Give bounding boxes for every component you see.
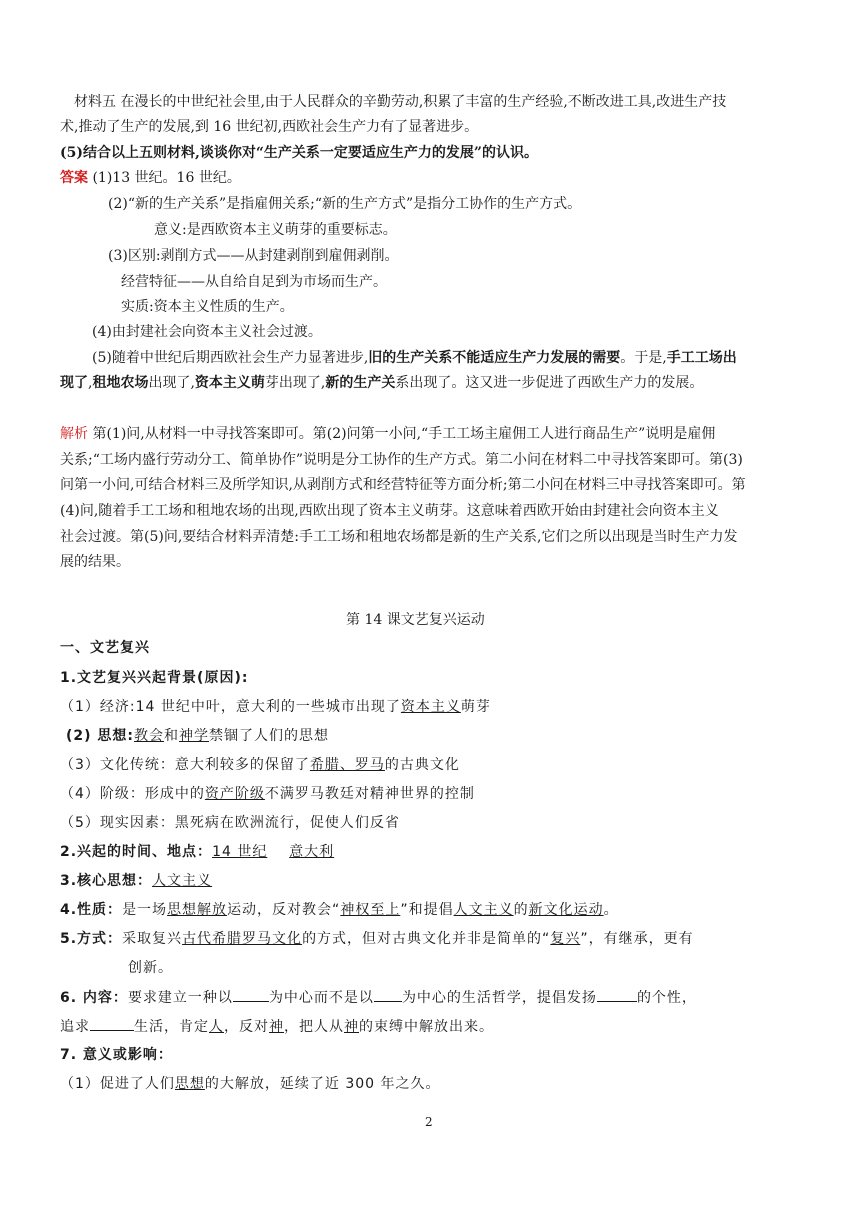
item-text: 运动，反对教会“ [227, 902, 341, 918]
item-text: 的方式，但对古典文化并非是简单的“ [302, 931, 551, 947]
item-text: ”和提倡 [400, 902, 454, 918]
key-term: 14 世纪 [212, 844, 268, 860]
subheading-method [60, 929, 694, 949]
analysis-line3: 问第一小问,可结合材料三及所学知识,从剥削方式和经营特征等方面分析;第二小问在材料三中寻找答案即可。第 [60, 477, 746, 493]
significance-item-1 [60, 1074, 441, 1094]
material5-line2: 术,推动了生产的发展,到 16 世纪初,西欧社会生产力有了显著进步。 [60, 119, 479, 135]
answer-2: (2)“新的生产关系”是指雇佣关系;“新的生产方式”是指分工协作的生产方式。 [108, 196, 582, 212]
lesson-title: 第 14 课文艺复兴运动 [346, 612, 485, 628]
item-text: 的古典文化 [384, 757, 460, 773]
answer-5-line2 [60, 373, 703, 393]
method-continued: 创新。 [128, 960, 173, 976]
answer-4: (4)由封建社会向资本主义社会过渡。 [92, 324, 322, 340]
answer-5-emphasis: 手工工场出 [666, 350, 737, 366]
answer-5-emphasis: 租地农场 [92, 375, 149, 391]
fill-in-blank[interactable] [374, 987, 402, 1002]
answer-line1 [60, 168, 241, 188]
answer-5-emphasis: 资本主义萌 [194, 375, 265, 391]
key-term: 思想 [174, 1076, 205, 1092]
section-heading-renaissance: 一、文艺复兴 [60, 640, 150, 656]
key-term: 神 [269, 1019, 284, 1035]
item-text: 的 [513, 902, 529, 918]
key-term: 新文化运动 [528, 902, 604, 918]
answer-5-text: 系出现了。这又进一步促进了西欧生产力的发展。 [395, 375, 704, 391]
answer-5-text: 芽出现了, [264, 375, 326, 391]
subheading-label: 4.性质： [60, 902, 123, 918]
key-term: 教会 [134, 728, 165, 744]
analysis-line5: 社会过渡。第(5)问,要结合材料弄清楚:手工工场和租地农场都是新的生产关系,它们之所以出现是当时生产力发 [60, 529, 738, 545]
item-text: 的束缚中解放出来。 [359, 1019, 494, 1035]
item-text: 和 [164, 728, 180, 744]
answer-3: (3)区别:剥削方式——从封建剥削到雇佣剥削。 [108, 248, 399, 264]
key-term: 神学 [179, 728, 210, 744]
item-text: 要求建立一种以 [127, 990, 233, 1006]
answer-3-essence: 实质:资本主义性质的生产。 [121, 299, 294, 315]
item-text: 的大解放，延续了近 300 年之久。 [204, 1076, 441, 1092]
subheading-label: 2.兴起的时间、地点： [60, 844, 213, 860]
item-text: （3）文化传统：意大利较多的保留了 [60, 757, 310, 773]
background-item-class [60, 784, 475, 804]
answer-1: (1)13 世纪。16 世纪。 [92, 170, 241, 186]
subheading-time-place [60, 842, 334, 862]
key-term: 人文主义 [453, 902, 514, 918]
key-term: 思想解放 [167, 902, 228, 918]
background-item-culture [60, 755, 460, 775]
key-term: 希腊、罗马 [309, 757, 385, 773]
key-term: 资本主义 [400, 699, 461, 715]
material5-text1: 在漫长的中世纪社会里,由于人民群众的辛勤劳动,积累了丰富的生产经验,不断改进工具,改进生产技 [120, 94, 727, 110]
item-text: 是一场 [122, 902, 168, 918]
subheading-label: 6. 内容： [60, 990, 128, 1006]
subheading-core-idea [60, 871, 212, 891]
answer-5-emphasis: 现了 [60, 375, 88, 391]
answer-5-text: 。于是, [620, 350, 667, 366]
item-text: 采取复兴 [122, 931, 183, 947]
content-continued [60, 1016, 494, 1037]
answer-5-line1 [92, 348, 737, 368]
analysis-line2: 关系;“工场内盛行劳动分工、简单协作”说明是分工协作的生产方式。第二小问在材料二中寻找答案即可。第(3) [60, 452, 743, 468]
item-text: 为中心而不是以 [268, 990, 374, 1006]
background-item-reality: （5）现实因素：黑死病在欧洲流行，促使人们反省 [60, 815, 400, 831]
item-text: 禁锢了人们的思想 [209, 728, 330, 744]
key-term: 资产阶级 [204, 786, 265, 802]
item-text: 不满罗马教廷对精神世界的控制 [264, 786, 475, 802]
subheading-label: 5.方式： [60, 931, 123, 947]
key-term: 复兴 [550, 931, 581, 947]
answer-2-significance: 意义:是西欧资本主义萌芽的重要标志。 [154, 222, 397, 238]
analysis-line1 [60, 424, 715, 444]
item-text: 为中心的生活哲学，提倡发扬 [401, 990, 597, 1006]
key-term: 神权至上 [340, 902, 401, 918]
subheading-label: 3.核心思想： [60, 873, 153, 889]
key-term: 古代希腊罗马文化 [182, 931, 303, 947]
subheading-nature [60, 900, 619, 920]
subheading-background: 1.文艺复兴兴起背景(原因): [60, 670, 249, 686]
key-term: 神 [344, 1019, 359, 1035]
answer-5-emphasis: 新的生产关 [325, 375, 396, 391]
item-text: （1）促进了人们 [60, 1076, 175, 1092]
item-text: 的个性， [636, 990, 697, 1006]
subheading-significance: 7. 意义或影响： [60, 1047, 173, 1063]
background-item-economy [60, 697, 491, 717]
item-text: 。 [603, 902, 619, 918]
answer-5-emphasis: 旧的生产关系不能适应生产力发展的需要 [368, 350, 621, 366]
answer-5-text: , [88, 375, 93, 391]
key-term: 人 [209, 1019, 224, 1035]
material5-label: 材料五 [74, 94, 116, 110]
item-text: 追求 [60, 1019, 90, 1035]
answer-5-text: (5)随着中世纪后期西欧社会生产力显著进步, [92, 350, 369, 366]
item-text: ”，有继承，更有 [580, 931, 694, 947]
analysis-label: 解析 [60, 426, 88, 442]
item-text: ，把人从 [284, 1019, 344, 1035]
fill-in-blank[interactable] [597, 987, 637, 1002]
subheading-content [60, 987, 697, 1008]
analysis-line4: (4)问,随着手工工场和租地农场的出现,西欧出现了资本主义萌芽。这意味着西欧开始由封建社会向资本主义 [60, 503, 719, 519]
answer-label: 答案 [60, 170, 88, 186]
answer-5-text: 出现了, [148, 375, 195, 391]
item-text: ，反对 [224, 1019, 269, 1035]
key-term: 意大利 [289, 844, 335, 860]
item-text: 生活，肯定 [134, 1019, 209, 1035]
background-item-thought [66, 726, 329, 746]
question-5: (5)结合以上五则材料,谈谈你对“生产关系一定要适应生产力的发展”的认识。 [60, 145, 538, 161]
fill-in-blank[interactable] [233, 987, 269, 1002]
analysis-line6: 展的结果。 [60, 554, 130, 570]
answer-3-feature: 经营特征——从自给自足到为市场而生产。 [121, 274, 387, 290]
material5-line1 [74, 92, 726, 112]
page-number: 2 [425, 1115, 433, 1129]
item-text: （4）阶级：形成中的 [60, 786, 205, 802]
item-text: （1）经济:14 世纪中叶，意大利的一些城市出现了 [60, 699, 401, 715]
item-text: 萌芽 [460, 699, 491, 715]
item-text: (2) 思想: [66, 728, 135, 744]
key-term: 人文主义 [152, 873, 213, 889]
analysis-text: 第(1)问,从材料一中寻找答案即可。第(2)问第一小问,“手工工场主雇佣工人进行商品生产”说明是雇佣 [92, 426, 716, 442]
fill-in-blank[interactable] [90, 1016, 134, 1031]
